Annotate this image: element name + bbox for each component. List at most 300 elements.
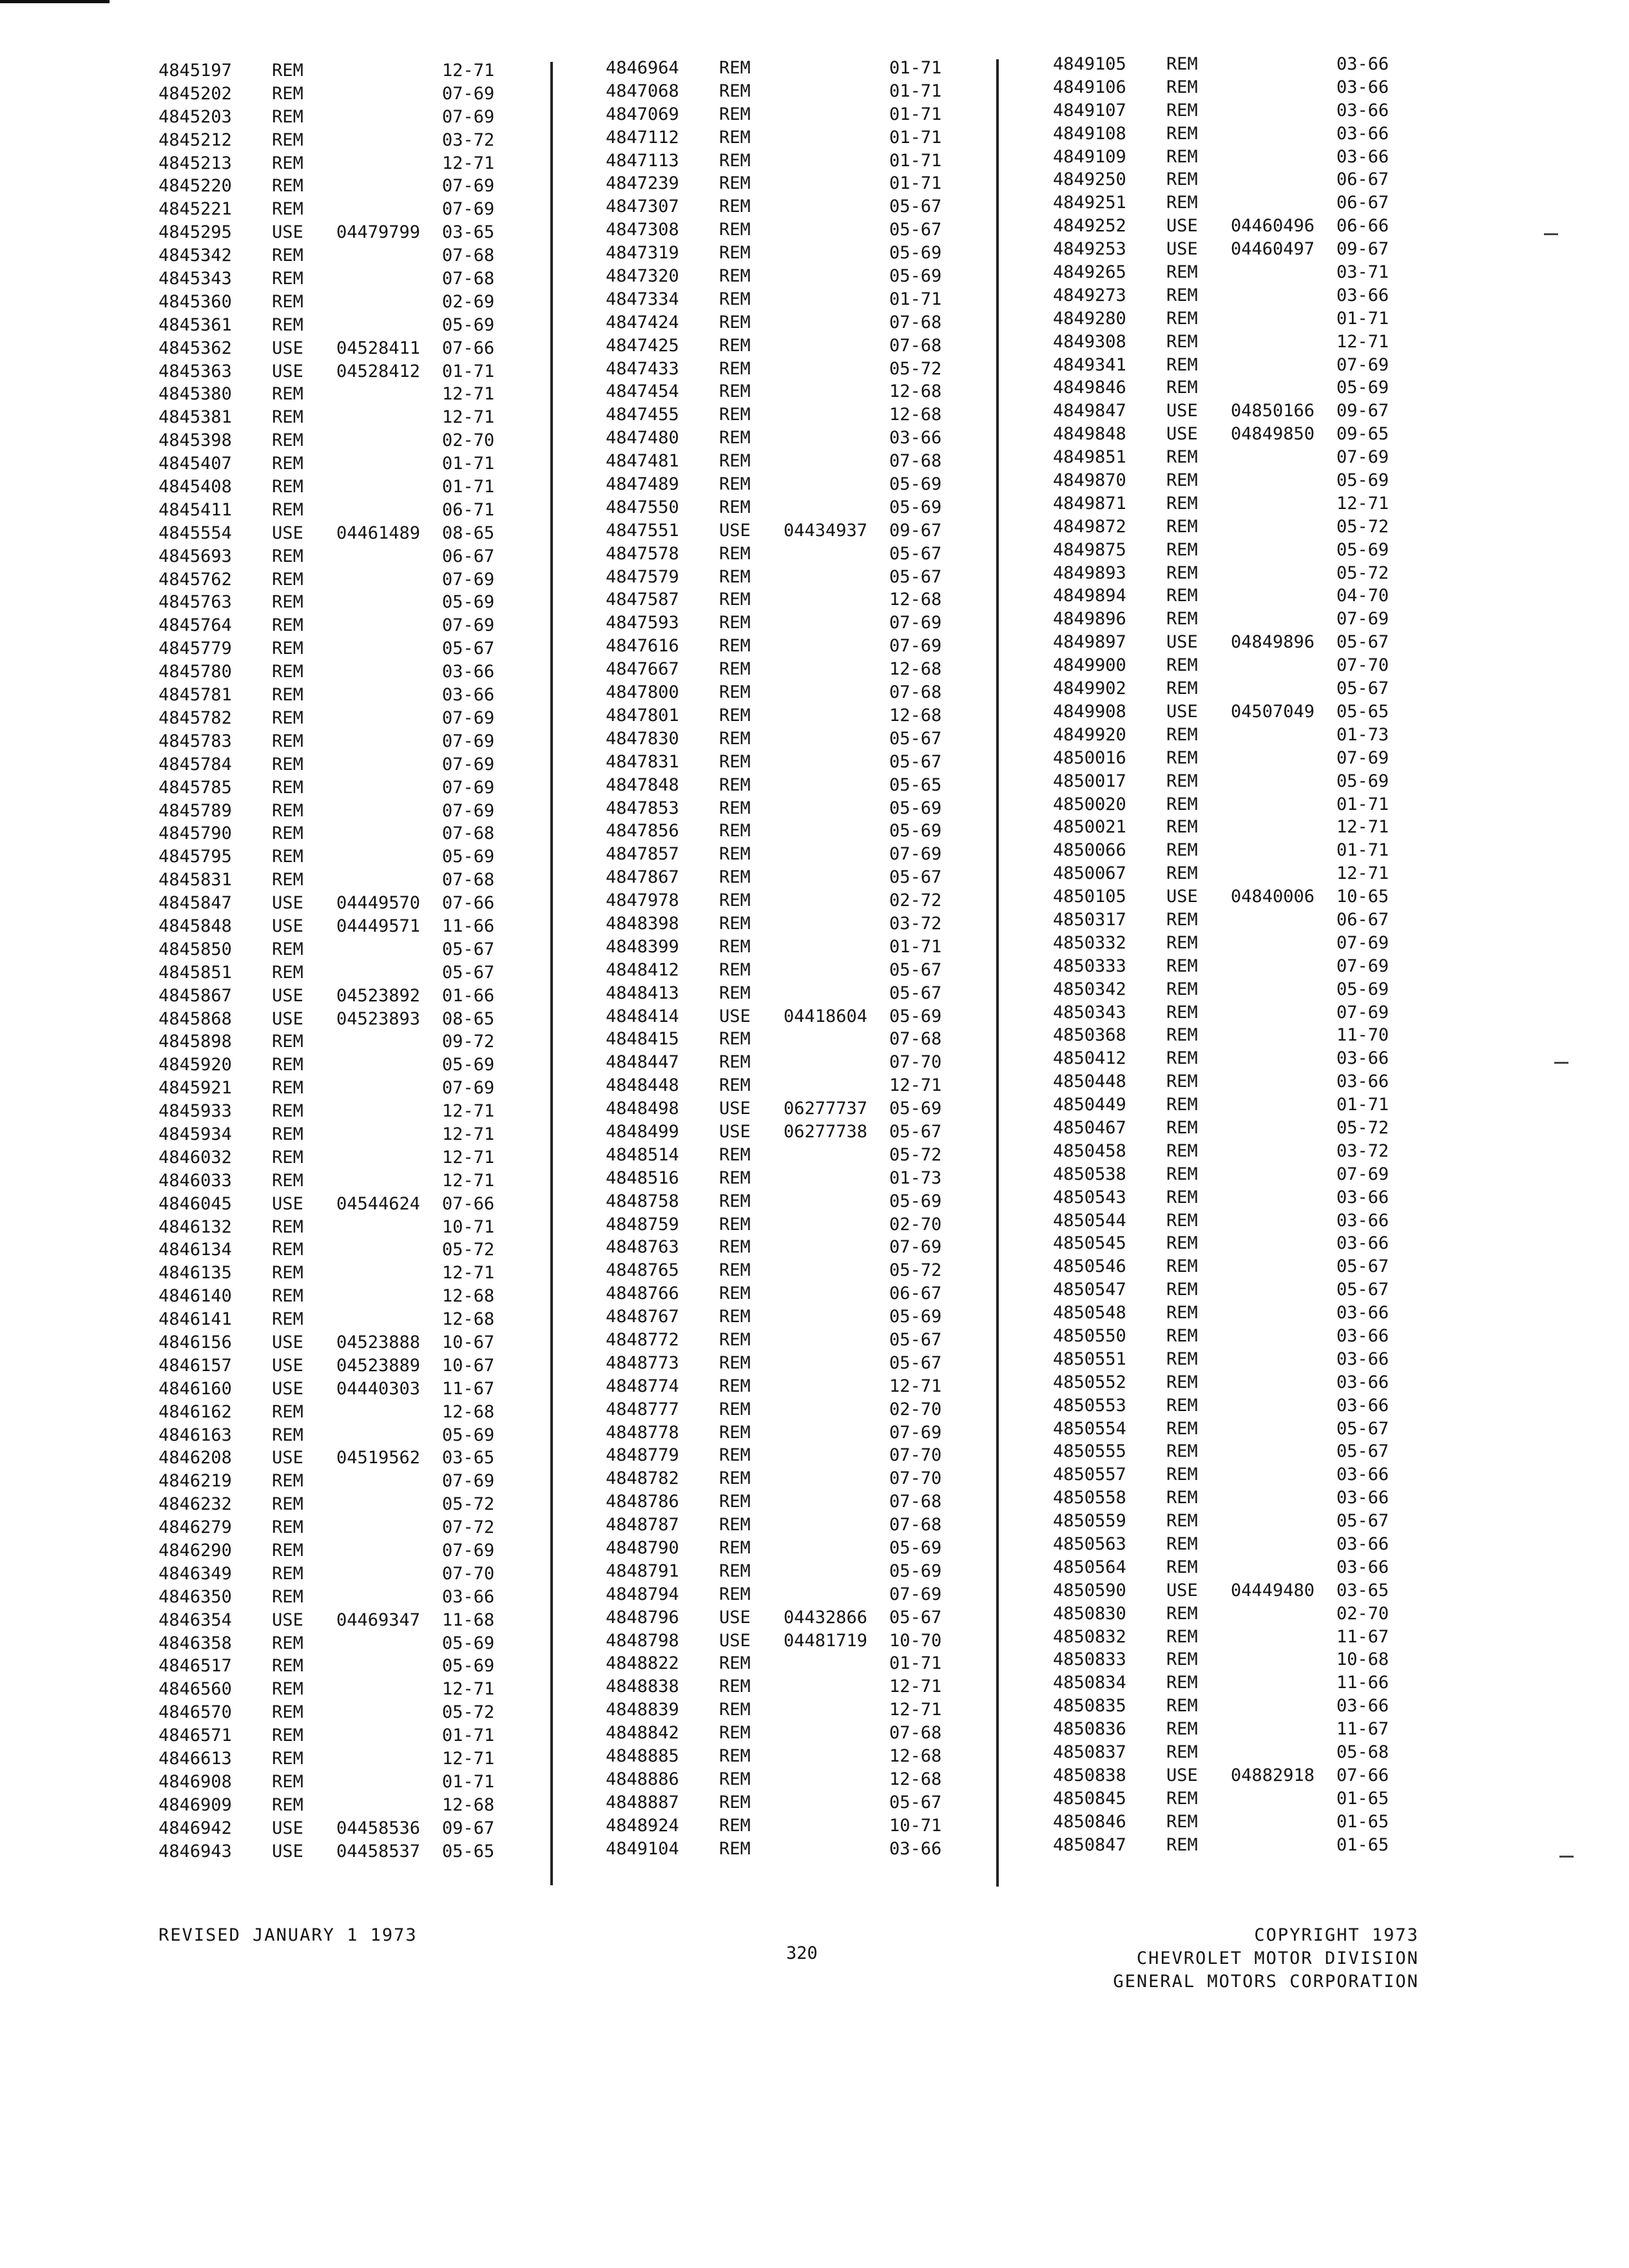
list-item [1053,1418,1433,1441]
part-number: 4846033 [159,1170,232,1191]
list-item [159,106,519,129]
list-item [1053,1463,1433,1486]
list-item [606,704,979,727]
replacement-number: 04432866 [784,1607,868,1628]
part-number: 4846134 [159,1240,232,1260]
list-item [1053,654,1433,677]
status-code: REM [1166,354,1198,375]
date-code: 05-69 [889,474,942,495]
part-number: 4849108 [1053,123,1126,144]
date-code: 12-71 [442,384,495,405]
part-number: 4850543 [1053,1187,1126,1207]
part-number: 4848514 [606,1144,679,1165]
status-code: REM [1166,1095,1198,1115]
part-number: 4848838 [606,1677,679,1697]
date-code: 07-69 [442,615,495,636]
list-item [606,611,979,635]
part-number: 4845784 [159,754,232,774]
list-item [1053,469,1433,492]
replacement-number: 04434937 [784,520,868,541]
part-number: 4845868 [159,1008,232,1029]
status-code: REM [272,245,304,266]
status-code: REM [272,1494,304,1515]
part-number: 4846135 [159,1263,232,1283]
status-code: REM [719,1677,751,1697]
list-item [1053,1001,1433,1024]
status-code: USE [1166,239,1198,260]
date-code: 12-71 [442,1147,495,1168]
status-code: REM [719,1515,751,1535]
date-code: 01-65 [1336,1788,1389,1809]
date-code: 07-66 [442,338,495,358]
list-item [159,1401,519,1424]
date-code: 07-68 [889,1029,942,1050]
part-number: 4850412 [1053,1048,1126,1069]
list-item [606,1375,979,1398]
date-code: 07-69 [889,636,942,657]
part-number: 4848516 [606,1168,679,1188]
status-code: REM [719,1653,751,1674]
status-code: REM [272,1124,304,1144]
list-item [606,1352,979,1375]
list-item [606,1791,979,1814]
status-code: REM [719,705,751,726]
date-code: 05-69 [1336,979,1389,999]
date-code: 07-69 [889,1584,942,1604]
list-item [1053,1093,1433,1117]
status-code: REM [272,1147,304,1168]
part-number: 4845213 [159,153,232,173]
status-code: REM [272,939,304,959]
part-number: 4845212 [159,130,232,150]
part-number: 4845782 [159,707,232,728]
part-number: 4849870 [1053,470,1126,491]
part-number: 4849273 [1053,285,1126,305]
date-code: 01-71 [442,454,495,474]
list-item [159,568,519,591]
list-item [159,244,519,267]
date-code: 11-67 [1336,1719,1389,1740]
date-code: 03-66 [1336,1465,1389,1485]
list-item [159,1216,519,1239]
list-item [159,1146,519,1169]
replacement-number: 04849850 [1231,424,1315,445]
margin-mark [1559,1856,1574,1858]
date-code: 12-68 [889,1746,942,1767]
list-item [159,822,519,845]
part-number: 4848798 [606,1630,679,1651]
replacement-number: 04523889 [336,1355,421,1376]
list-item [1053,1811,1433,1834]
list-item [159,1771,519,1794]
list-item [159,1100,519,1123]
status-code: REM [719,173,751,194]
date-code: 11-66 [442,916,495,936]
status-code: REM [272,430,304,451]
list-item [606,982,979,1005]
date-code: 07-68 [889,335,942,356]
status-code: REM [1166,470,1198,491]
date-code: 12-71 [442,61,495,81]
part-number: 4845850 [159,939,232,959]
date-code: 03-66 [1336,54,1389,74]
date-code: 01-71 [889,936,942,957]
list-item [159,985,519,1008]
list-item [606,195,979,218]
part-number: 4848886 [606,1769,679,1789]
status-code: REM [1166,1834,1198,1855]
list-item [606,265,979,288]
list-item [606,311,979,334]
date-code: 05-68 [1336,1742,1389,1763]
list-item [159,267,519,291]
list-item [1053,1718,1433,1741]
part-number: 4845398 [159,430,232,451]
status-code: REM [1166,609,1198,629]
date-code: 12-71 [1336,493,1389,514]
list-item [1053,1232,1433,1255]
status-code: REM [719,566,751,587]
part-number: 4850847 [1053,1834,1126,1855]
part-number: 4850833 [1053,1649,1126,1670]
status-code: REM [719,1700,751,1720]
list-item [1053,1163,1433,1186]
part-number: 4849847 [1053,401,1126,421]
status-code: REM [272,199,304,220]
part-number: 4850563 [1053,1534,1126,1554]
part-number: 4846132 [159,1216,232,1237]
list-item [159,383,519,406]
status-code: REM [719,220,751,240]
list-item [159,1516,519,1539]
status-code: REM [719,1144,751,1165]
list-item [159,499,519,522]
status-code: REM [719,751,751,772]
list-item [606,1236,979,1259]
date-code: 01-71 [1336,1095,1389,1115]
list-item [159,1331,519,1354]
date-code: 07-70 [889,1468,942,1489]
date-code: 01-71 [889,104,942,124]
part-number: 4846141 [159,1309,232,1330]
date-code: 10-71 [442,1216,495,1237]
status-code: REM [272,1586,304,1607]
status-code: REM [272,454,304,474]
date-code: 03-72 [1336,1140,1389,1161]
parts-column-1 [159,59,519,1863]
list-item [159,1724,519,1747]
part-number: 4847307 [606,197,679,217]
date-code: 01-71 [1336,308,1389,329]
part-number: 4849897 [1053,632,1126,653]
status-code: USE [1166,701,1198,722]
part-number: 4847334 [606,289,679,309]
replacement-number: 04523892 [336,985,421,1006]
status-code: REM [272,662,304,682]
date-code: 12-71 [889,1700,942,1720]
date-code: 12-68 [889,705,942,726]
date-code: 05-69 [442,1425,495,1445]
status-code: REM [1166,1164,1198,1184]
status-code: USE [719,1099,751,1119]
list-item [159,152,519,175]
status-code: REM [719,1792,751,1812]
part-number: 4847480 [606,428,679,448]
part-number: 4850448 [1053,1072,1126,1092]
status-code: USE [272,916,304,936]
part-number: 4845920 [159,1055,232,1075]
page-number: 320 [786,1943,818,1963]
list-item [159,938,519,961]
replacement-number: 04449570 [336,893,421,914]
list-item [606,912,979,936]
date-code: 01-71 [889,127,942,148]
date-code: 12-71 [442,1263,495,1283]
date-code: 07-68 [889,312,942,332]
date-code: 05-72 [1336,516,1389,537]
part-number: 4849893 [1053,562,1126,583]
part-number: 4847978 [606,890,679,911]
part-number: 4845781 [159,685,232,706]
part-number: 4845554 [159,523,232,543]
status-code: REM [1166,956,1198,976]
list-item [606,774,979,797]
list-item [159,1053,519,1077]
date-code: 12-68 [889,1769,942,1789]
part-number: 4846208 [159,1448,232,1468]
part-number: 4849920 [1053,724,1126,745]
part-number: 4848774 [606,1376,679,1396]
status-code: REM [272,269,304,289]
date-code: 03-71 [1336,262,1389,283]
status-code: REM [272,1471,304,1492]
list-item [606,1329,979,1352]
status-code: REM [272,1286,304,1307]
part-number: 4845363 [159,361,232,381]
list-item [1053,862,1433,885]
part-number: 4845381 [159,407,232,428]
status-code: REM [719,1191,751,1211]
part-number: 4845764 [159,615,232,636]
part-number: 4845780 [159,662,232,682]
replacement-number: 04460496 [1231,216,1315,236]
list-item [606,1144,979,1167]
status-code: USE [272,1355,304,1376]
copyright-line: COPYRIGHT 1973 [1254,1925,1419,1945]
date-code: 05-67 [1336,1441,1389,1462]
date-code: 10-70 [889,1630,942,1651]
part-number: 4848779 [606,1445,679,1466]
status-code: REM [272,1078,304,1099]
part-number: 4846045 [159,1193,232,1214]
date-code: 09-67 [889,520,942,541]
list-item [606,427,979,450]
part-number: 4846908 [159,1771,232,1792]
status-code: REM [719,150,751,171]
list-item [606,751,979,774]
list-item [1053,1348,1433,1371]
list-item [606,1005,979,1028]
list-item [606,1120,979,1144]
date-code: 07-69 [442,569,495,590]
part-number: 4850449 [1053,1095,1126,1115]
status-code: REM [1166,747,1198,768]
list-item [159,522,519,545]
date-code: 07-68 [889,682,942,703]
list-item [1053,1371,1433,1394]
part-number: 4849896 [1053,609,1126,629]
status-code: REM [1166,1811,1198,1832]
status-code: REM [719,289,751,309]
status-code: REM [1166,1349,1198,1369]
status-code: REM [719,1075,751,1096]
part-number: 4849251 [1053,193,1126,213]
date-code: 01-71 [1336,840,1389,861]
list-item [606,380,979,403]
part-number: 4849871 [1053,493,1126,514]
status-code: REM [719,451,751,472]
part-number: 4846943 [159,1841,232,1861]
part-number: 4845921 [159,1078,232,1099]
date-code: 05-67 [889,197,942,217]
date-code: 09-67 [1336,239,1389,260]
status-code: REM [272,1425,304,1445]
status-code: REM [1166,54,1198,74]
date-code: 11-66 [1336,1673,1389,1693]
status-code: REM [272,707,304,728]
status-code: REM [719,81,751,101]
date-code: 07-69 [442,199,495,220]
margin-mark [1544,233,1558,235]
status-code: REM [719,358,751,379]
list-item [1053,562,1433,585]
status-code: REM [272,592,304,613]
date-code: 12-71 [1336,331,1389,352]
date-code: 12-71 [442,1124,495,1144]
date-code: 03-66 [1336,1395,1389,1416]
date-code: 07-69 [442,731,495,751]
list-item [606,1028,979,1051]
part-number: 4847616 [606,636,679,657]
status-code: REM [719,890,751,911]
list-item [606,1814,979,1838]
date-code: 07-69 [1336,747,1389,768]
list-item [159,1193,519,1216]
list-item [606,450,979,473]
list-item [159,452,519,476]
date-code: 01-66 [442,985,495,1006]
date-code: 12-71 [889,1075,942,1096]
status-code: REM [1166,678,1198,699]
date-code: 07-69 [1336,447,1389,468]
date-code: 05-69 [442,1633,495,1653]
list-item [1053,1533,1433,1556]
status-code: REM [719,1815,751,1836]
date-code: 05-69 [889,1191,942,1211]
status-code: REM [719,266,751,287]
part-number: 4847800 [606,682,679,703]
list-item [159,961,519,985]
list-item [606,820,979,843]
part-number: 4845831 [159,870,232,890]
status-code: REM [1166,331,1198,352]
date-code: 02-70 [1336,1603,1389,1624]
list-item [159,1794,519,1817]
list-item [1053,539,1433,562]
part-number: 4846570 [159,1702,232,1723]
list-item [159,1470,519,1493]
replacement-number: 04449571 [336,916,421,936]
status-code: REM [719,1329,751,1350]
part-number: 4845763 [159,592,232,613]
status-code: REM [719,104,751,124]
replacement-number: 04458537 [336,1841,421,1861]
list-item [606,1421,979,1445]
list-item [1053,53,1433,76]
list-item [159,198,519,221]
replacement-number: 04479799 [336,222,421,243]
list-item [606,1606,979,1629]
part-number: 4846964 [606,58,679,78]
date-code: 02-70 [889,1399,942,1419]
date-code: 05-69 [442,1055,495,1075]
part-number: 4847853 [606,798,679,818]
list-item [606,1282,979,1305]
status-code: REM [272,777,304,798]
status-code: REM [272,847,304,867]
date-code: 01-71 [442,1725,495,1746]
list-item [159,800,519,823]
list-item [1053,978,1433,1001]
status-code: REM [719,1283,751,1304]
part-number: 4845361 [159,314,232,335]
part-number: 4850832 [1053,1626,1126,1647]
part-number: 4847455 [606,405,679,425]
part-number: 4845295 [159,222,232,243]
status-code: REM [719,1168,751,1188]
part-number: 4847112 [606,127,679,148]
list-item [606,1467,979,1490]
part-number: 4848448 [606,1075,679,1096]
status-code: REM [272,1240,304,1260]
date-code: 05-67 [442,962,495,983]
date-code: 05-72 [442,1240,495,1260]
status-code: REM [719,1214,751,1235]
date-code: 12-68 [442,1309,495,1330]
part-number: 4849902 [1053,678,1126,699]
list-item [159,614,519,637]
date-code: 12-71 [442,1749,495,1769]
part-number: 4847489 [606,474,679,495]
list-item [1053,376,1433,399]
date-code: 11-67 [442,1378,495,1399]
date-code: 01-71 [1336,794,1389,814]
status-code: REM [1166,724,1198,745]
part-number: 4846157 [159,1355,232,1376]
part-number: 4847587 [606,590,679,610]
part-number: 4845762 [159,569,232,590]
status-code: REM [1166,169,1198,190]
part-number: 4850544 [1053,1210,1126,1231]
list-item [606,403,979,427]
status-code: REM [1166,1534,1198,1554]
list-item [606,1074,979,1097]
date-code: 01-71 [442,477,495,497]
list-item [606,1745,979,1768]
list-item [1053,99,1433,122]
part-number: 4848787 [606,1515,679,1535]
list-item [606,218,979,242]
